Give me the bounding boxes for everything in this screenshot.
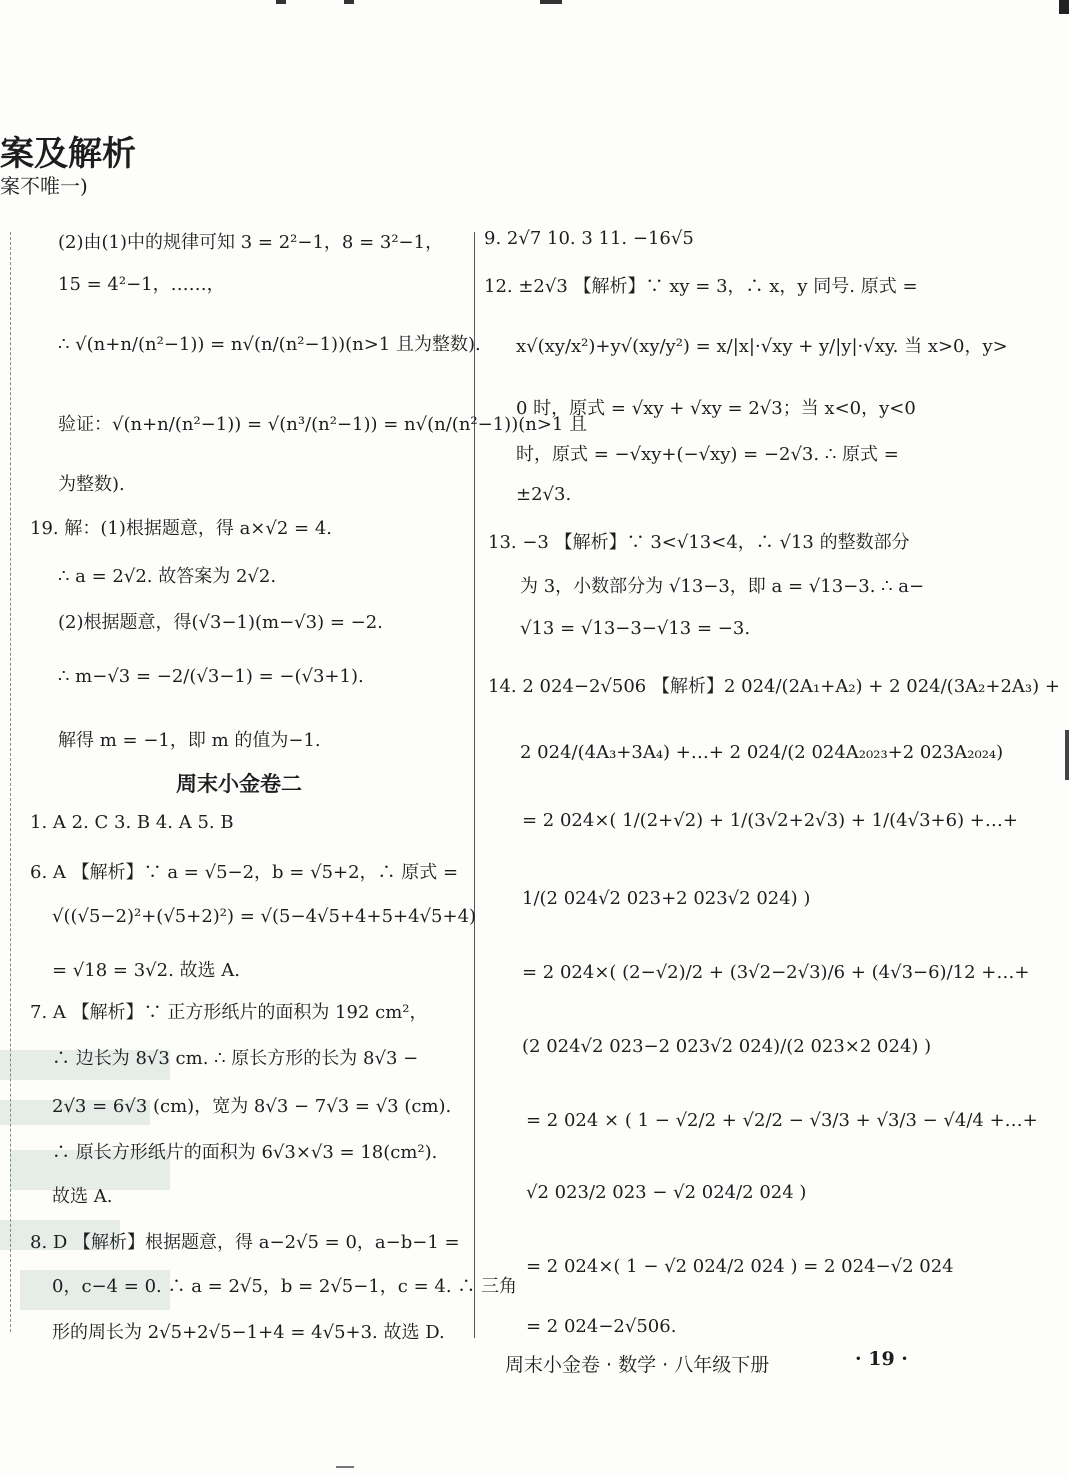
answer-line: 形的周长为 2√5+2√5−1+4 = 4√5+3. 故选 D. xyxy=(52,1322,445,1343)
answer-line: = 2 024 × ( 1 − √2/2 + √2/2 − √3/3 + √3/3 − √4/4 +…+ xyxy=(526,1110,1038,1131)
answer-line: = 2 024×( 1 − √2 024/2 024 ) = 2 024−√2 024 xyxy=(526,1256,954,1277)
answer-line: x√(xy/x²)+y√(xy/y²) = x/|x|·√xy + y/|y|·√xy. 当 x>0，y> xyxy=(516,336,1008,357)
answer-line: (2 024√2 023−2 023√2 024)/(2 023×2 024) ) xyxy=(522,1036,932,1057)
answer-line: 2 024/(4A₃+3A₄) +…+ 2 024/(2 024A₂₀₂₃+2 023A₂₀₂₄) xyxy=(520,742,1004,763)
answer-line: √((√5−2)²+(√5+2)²) = √(5−4√5+4+5+4√5+4) xyxy=(52,906,477,927)
scan-mark xyxy=(344,0,354,4)
column-divider xyxy=(474,232,475,1338)
answer-line: 为 3，小数部分为 √13−3，即 a = √13−3. ∴ a− xyxy=(520,576,925,597)
footer-text: 周末小金卷 · 数学 · 八年级下册 xyxy=(505,1354,770,1376)
answer-line: 1/(2 024√2 023+2 023√2 024) ) xyxy=(522,888,811,909)
answer-line: = √18 = 3√2. 故选 A. xyxy=(52,960,240,981)
answer-line: ∴ a = 2√2. 故答案为 2√2. xyxy=(58,566,277,587)
section-heading: 周末小金卷二 xyxy=(176,772,302,796)
answer-line: = 2 024−2√506. xyxy=(526,1316,677,1337)
answer-line: 故选 A. xyxy=(52,1186,113,1207)
answer-line: 13. −3 【解析】∵ 3<√13<4，∴ √13 的整数部分 xyxy=(488,532,910,553)
answer-line: 9. 2√7 10. 3 11. −16√5 xyxy=(484,228,694,249)
answer-line: 12. ±2√3 【解析】∵ xy = 3，∴ x，y 同号. 原式 = xyxy=(484,276,918,297)
page-title: 案及解析 xyxy=(0,134,136,174)
answer-line: 1. A 2. C 3. B 4. A 5. B xyxy=(30,812,234,833)
answer-line: ∴ √(n+n/(n²−1)) = n√(n/(n²−1))(n>1 且为整数). xyxy=(58,334,481,355)
answer-line: 验证：√(n+n/(n²−1)) = √(n³/(n²−1)) = n√(n/(n²−1))(n>1 且 xyxy=(58,414,588,435)
page-subtitle: 案不唯一) xyxy=(0,174,88,198)
answer-line: 为整数). xyxy=(58,474,125,495)
answer-line: 6. A 【解析】∵ a = √5−2，b = √5+2，∴ 原式 = xyxy=(30,862,459,883)
answer-line: ∴ 边长为 8√3 cm. ∴ 原长方形的长为 8√3 − xyxy=(52,1048,419,1069)
answer-line: 2√3 = 6√3 (cm)，宽为 8√3 − 7√3 = √3 (cm). xyxy=(52,1096,452,1117)
answer-line: 14. 2 024−2√506 【解析】2 024/(2A₁+A₂) + 2 024/(3A₂+2A₃) + xyxy=(488,676,1060,697)
answer-line: 7. A 【解析】∵ 正方形纸片的面积为 192 cm²， xyxy=(30,1002,428,1023)
answer-line: 19. 解：(1)根据题意，得 a×√2 = 4. xyxy=(30,518,333,539)
answer-line: 0 时，原式 = √xy + √xy = 2√3；当 x<0，y<0 xyxy=(516,398,916,419)
answer-line: √2 023/2 023 − √2 024/2 024 ) xyxy=(526,1182,807,1203)
scan-mark xyxy=(276,0,286,4)
answer-line: 15 = 4²−1，……， xyxy=(58,274,225,295)
scan-mark xyxy=(336,1466,354,1468)
answer-line: √13 = √13−3−√13 = −3. xyxy=(520,618,751,639)
answer-line: 时，原式 = −√xy+(−√xy) = −2√3. ∴ 原式 = xyxy=(516,444,899,465)
scan-mark xyxy=(540,0,562,4)
answer-line: ∴ 原长方形纸片的面积为 6√3×√3 = 18(cm²). xyxy=(52,1142,438,1163)
answer-line: (2)根据题意，得(√3−1)(m−√3) = −2. xyxy=(58,612,383,633)
answer-line: (2)由(1)中的规律可知 3 = 2²−1，8 = 3²−1， xyxy=(58,232,444,253)
answer-line: 8. D 【解析】根据题意，得 a−2√5 = 0，a−b−1 = xyxy=(30,1232,460,1253)
answer-line: ±2√3. xyxy=(516,484,572,505)
answer-line: 0，c−4 = 0. ∴ a = 2√5，b = 2√5−1，c = 4. ∴ 三角 xyxy=(52,1276,518,1297)
answer-line: ∴ m−√3 = −2/(√3−1) = −(√3+1). xyxy=(58,666,364,687)
answer-line: 解得 m = −1，即 m 的值为−1. xyxy=(58,730,321,751)
answer-line: = 2 024×( 1/(2+√2) + 1/(3√2+2√3) + 1/(4√3+6) +…+ xyxy=(522,810,1018,831)
answer-line: = 2 024×( (2−√2)/2 + (3√2−2√3)/6 + (4√3−6)/12 +…+ xyxy=(522,962,1030,983)
page-number: · 19 · xyxy=(855,1348,908,1370)
corner-mark xyxy=(1059,0,1069,14)
edge-mark xyxy=(1065,730,1069,780)
